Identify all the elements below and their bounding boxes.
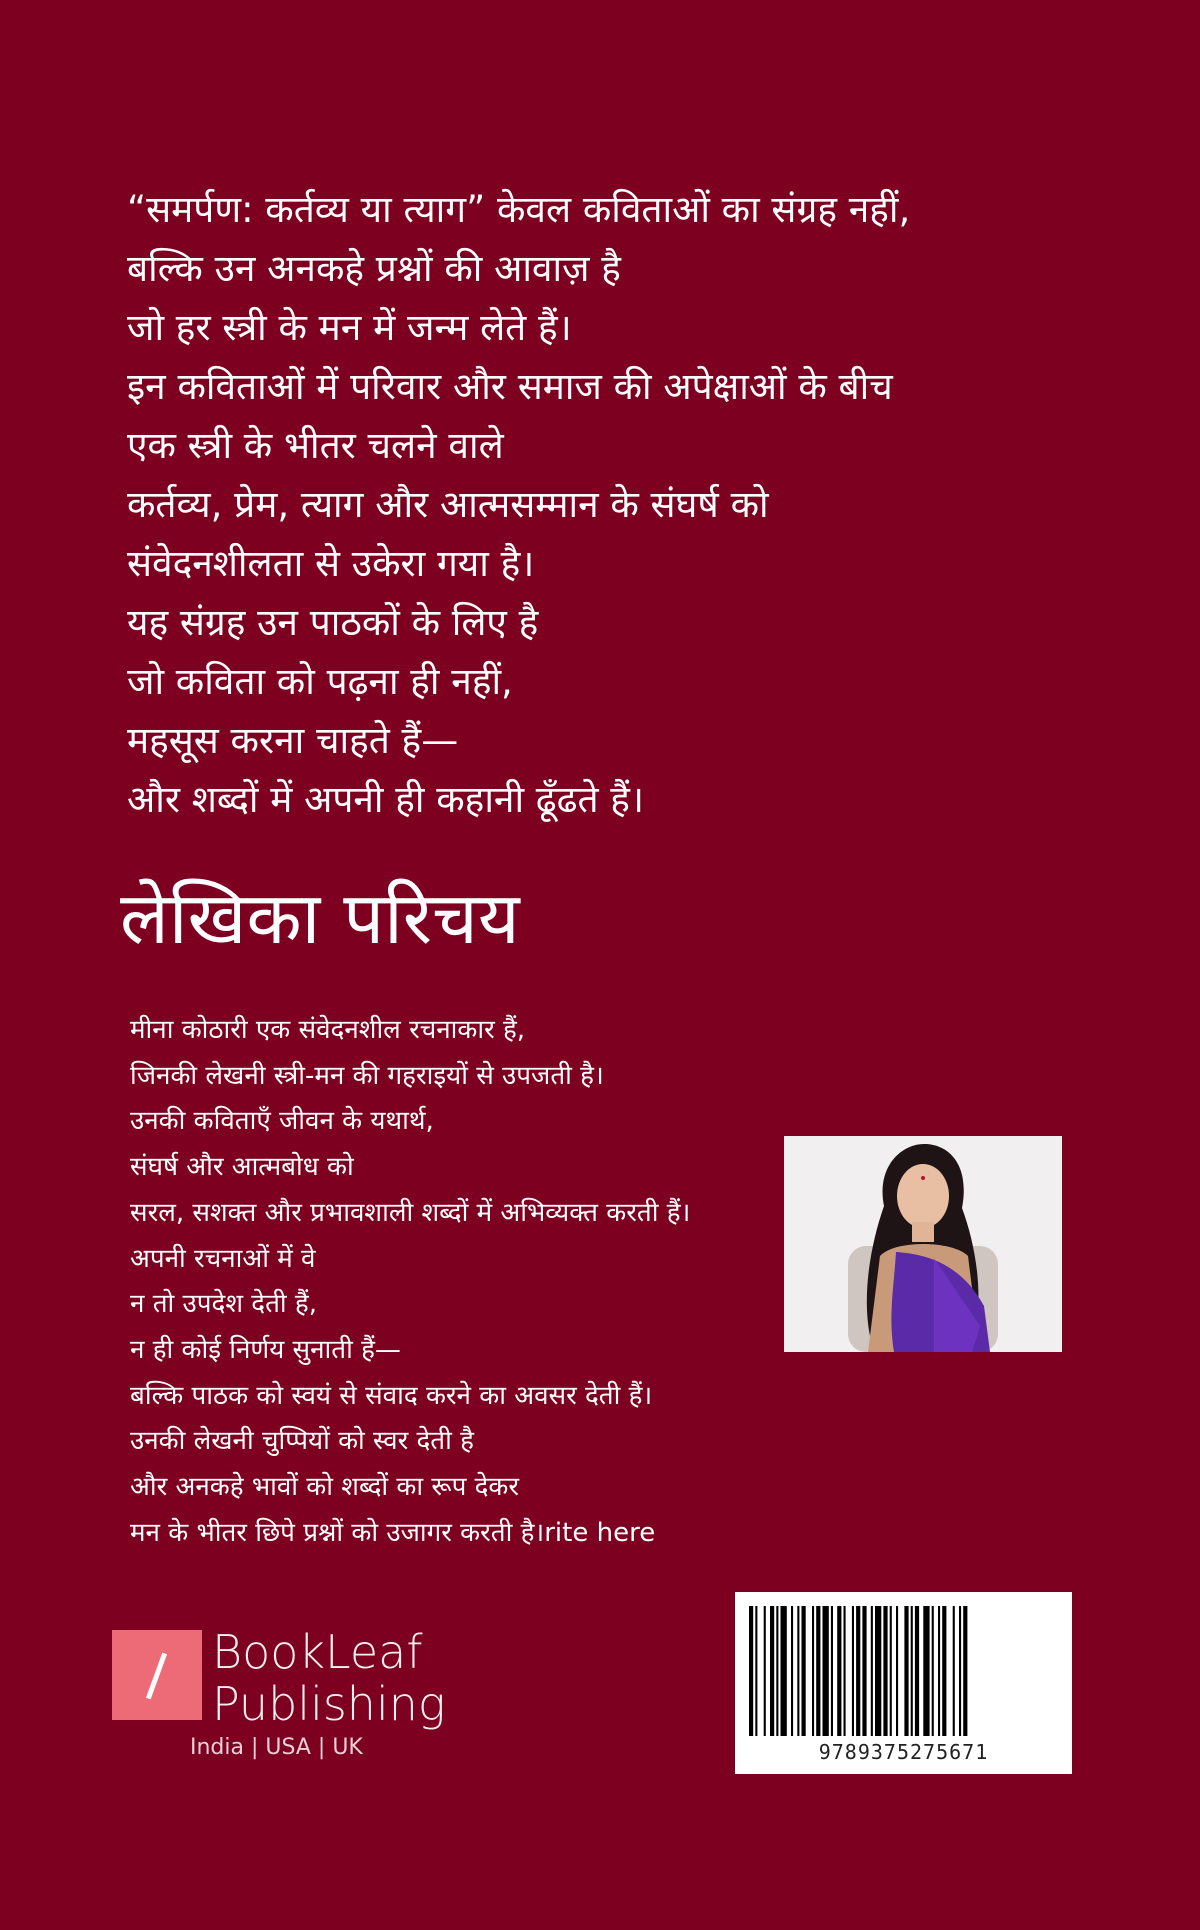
bio-line: उनकी कविताएँ जीवन के यथार्थ, [130,1106,434,1137]
blurb-line: एक स्त्री के भीतर चलने वाले [127,424,504,467]
blurb-line: संवेदनशीलता से उकेरा गया है। [127,542,535,585]
blurb-line: इन कविताओं में परिवार और समाज की अपेक्षाओं के बीच [127,365,893,408]
author-photo [784,1136,1062,1352]
bio-line: संघर्ष और आत्मबोध को [130,1152,354,1183]
bio-line: सरल, सशक्त और प्रभावशाली शब्दों में अभिव्यक्त करती हैं। [130,1197,691,1228]
publisher-logo [112,1625,452,1780]
publisher-name [212,1626,446,1730]
blurb-line: यह संग्रह उन पाठकों के लिए है [127,601,539,644]
isbn-barcode [735,1592,1072,1774]
blurb-line: बल्कि उन अनकहे प्रश्नों की आवाज़ है [127,247,621,290]
bio-line: बल्कि पाठक को स्वयं से संवाद करने का अवसर देती हैं। [130,1380,653,1411]
isbn-number: 9789375275671 [818,1740,989,1764]
publisher-name-line2: Publishing [212,1677,446,1731]
blurb-line: जो हर स्त्री के मन में जन्म लेते हैं। [127,306,572,349]
back-cover-blurb [127,180,911,829]
bio-line: मन के भीतर छिपे प्रश्नों को उजागर करती है।rite here [130,1517,656,1548]
bio-line: अपनी रचनाओं में वे [130,1243,316,1274]
bio-line: न तो उपदेश देती हैं, [130,1289,317,1320]
bio-line: उनकी लेखनी चुप्पियों को स्वर देती है [130,1426,474,1457]
author-portrait-illustration [784,1136,1062,1352]
bio-line: और अनकहे भावों को शब्दों का रूप देकर [130,1472,520,1503]
blurb-line: जो कविता को पढ़ना ही नहीं, [127,660,513,703]
bio-line: जिनकी लेखनी स्त्री-मन की गहराइयों से उपजती है। [130,1060,604,1091]
author-bio [130,1008,750,1556]
bio-line: न ही कोई निर्णय सुनाती हैं— [130,1334,401,1365]
publisher-mark-icon [112,1630,202,1720]
blurb-line: कर्तव्य, प्रेम, त्याग और आत्मसम्मान के संघर्ष को [127,483,769,526]
author-intro-heading: लेखिका परिचय [120,876,520,960]
bio-line: मीना कोठारी एक संवेदनशील रचनाकार हैं, [130,1015,526,1045]
blurb-line: “समर्पण: कर्तव्य या त्याग” केवल कविताओं का संग्रह नहीं, [127,188,911,231]
blurb-line: महसूस करना चाहते हैं— [127,719,459,762]
publisher-name-line1: BookLeaf [212,1625,423,1679]
publisher-regions: India | USA | UK [190,1735,363,1760]
blurb-line: और शब्दों में अपनी ही कहानी ढूँढते हैं। [127,778,644,821]
